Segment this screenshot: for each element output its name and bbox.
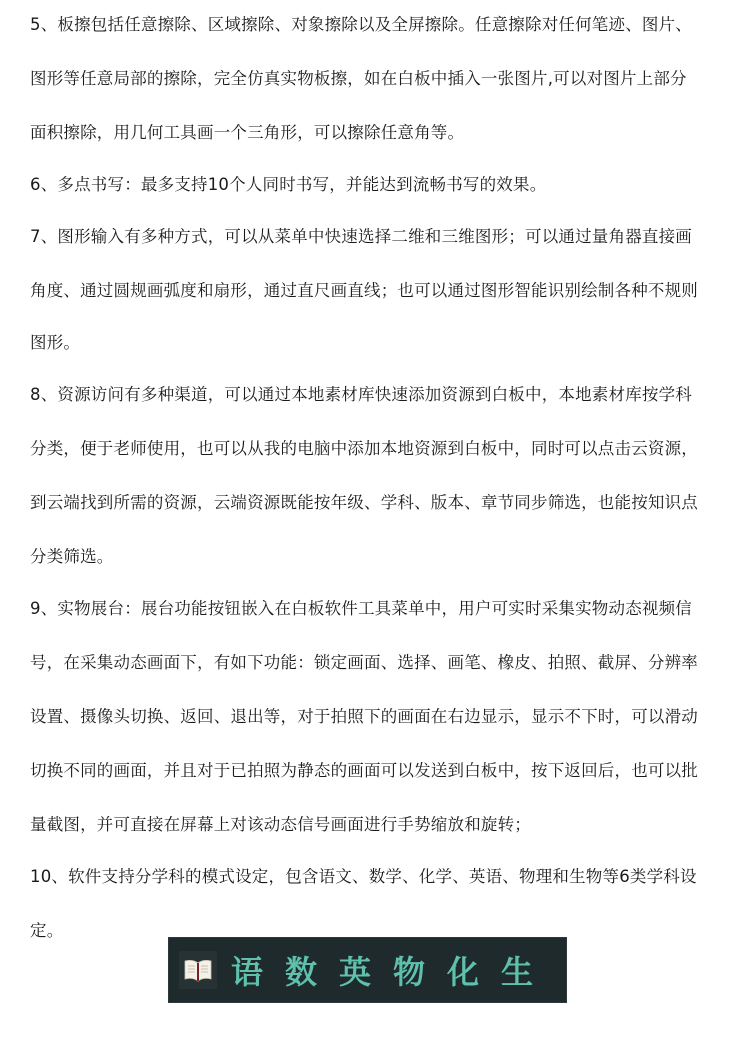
paragraph-line: 分类筛选。 — [30, 547, 114, 566]
book-icon-graphic — [184, 958, 212, 982]
subjects-banner — [168, 937, 567, 1003]
book-icon — [179, 951, 217, 989]
paragraph-line: 6、多点书写：最多支持10个人同时书写，并能达到流畅书写的效果。 — [30, 175, 547, 194]
paragraph-line: 7、图形输入有多种方式，可以从菜单中快速选择二维和三维图形；可以通过量角器直接画 — [30, 227, 692, 246]
paragraph-9 — [30, 599, 716, 835]
document-body — [30, 0, 716, 941]
paragraph-line: 面积擦除，用几何工具画一个三角形，可以擦除任意角等。 — [30, 123, 465, 142]
paragraph-line: 量截图，并可直接在屏幕上对该动态信号画面进行手势缩放和旋转； — [30, 815, 531, 834]
paragraph-line: 5、板擦包括任意擦除、区域擦除、对象擦除以及全屏擦除。任意擦除对任何笔迹、图片、 — [30, 15, 692, 34]
paragraph-line: 定。 — [30, 921, 64, 940]
paragraph-6 — [30, 175, 716, 195]
paragraph-line: 图形。 — [30, 333, 81, 352]
banner-subjects-text: 语数英物化生 — [231, 953, 556, 991]
paragraph-line: 切换不同的画面，并且对于已拍照为静态的画面可以发送到白板中，按下返回后，也可以批 — [30, 761, 698, 780]
paragraph-7 — [30, 227, 716, 353]
paragraph-line: 角度、通过圆规画弧度和扇形，通过直尺画直线；也可以通过图形智能识别绘制各种不规则 — [30, 281, 698, 300]
paragraph-line: 设置、摄像头切换、返回、退出等，对于拍照下的画面在右边显示，显示不下时，可以滑动 — [30, 707, 698, 726]
paragraph-line: 10、软件支持分学科的模式设定，包含语文、数学、化学、英语、物理和生物等6类学科设 — [30, 867, 697, 886]
paragraph-line: 8、资源访问有多种渠道，可以通过本地素材库快速添加资源到白板中，本地素材库按学科 — [30, 385, 692, 404]
paragraph-line: 9、实物展台：展台功能按钮嵌入在白板软件工具菜单中，用户可实时采集实物动态视频信 — [30, 599, 692, 618]
paragraph-5 — [30, 15, 716, 143]
paragraph-line: 分类，便于老师使用，也可以从我的电脑中添加本地资源到白板中，同时可以点击云资源， — [30, 439, 698, 458]
paragraph-line: 到云端找到所需的资源，云端资源既能按年级、学科、版本、章节同步筛选，也能按知识点 — [30, 493, 698, 512]
paragraph-line: 图形等任意局部的擦除，完全仿真实物板擦，如在白板中插入一张图片,可以对图片上部分 — [30, 69, 687, 88]
paragraph-10 — [30, 867, 716, 941]
paragraph-8 — [30, 385, 716, 567]
paragraph-line: 号，在采集动态画面下，有如下功能：锁定画面、选择、画笔、橡皮、拍照、截屏、分辨率 — [30, 653, 698, 672]
